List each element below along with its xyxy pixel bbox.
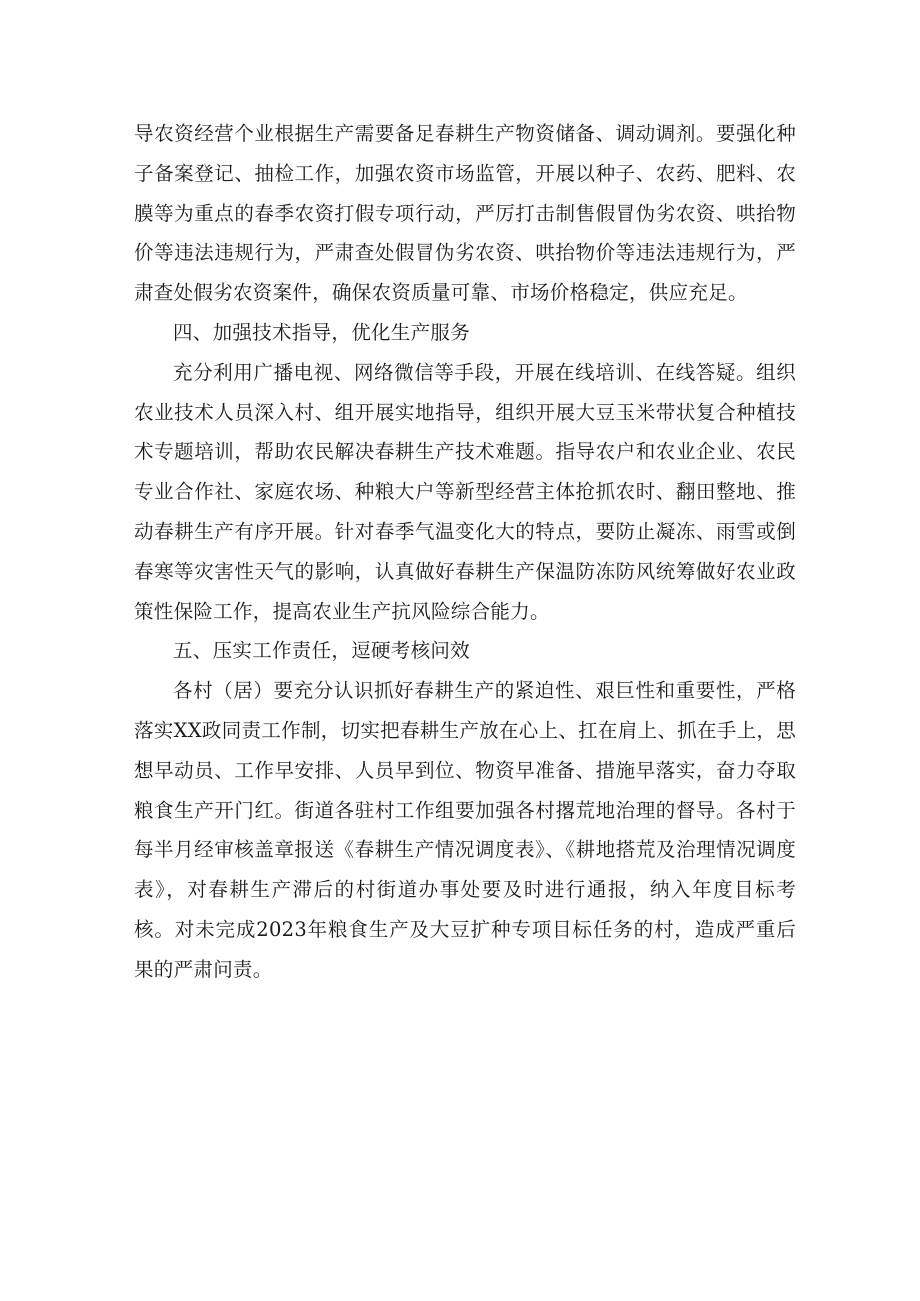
document-page	[134, 114, 796, 990]
section-heading-four: 四、加强技术指导，优化生产服务	[173, 320, 471, 344]
body-paragraph-continued: 导农资经营个业根据生产需要备足春耕生产物资储备、调动调剂。要强化种子备案登记、抽检工作，加强农资市场监管，开展以种子、农药、肥料、农膜等为重点的春季农资打假专项行动，严厉打击制售假冒伪劣农资、哄抬物价等违法违规行为，严肃查处假冒伪劣农资、哄抬物价等违法违规行为，严肃查处假劣农资案件，确保农资质量可靠、市场价格稳定，供应充足。	[134, 122, 796, 305]
body-paragraph: 充分利用广播电视、网络微信等手段，开展在线培训、在线答疑。组织农业技术人员深入村、组开展实地指导，组织开展大豆玉米带状复合种植技术专题培训，帮助农民解决春耕生产技术难题。指导农户和农业企业、农民专业合作社、家庭农场、种粮大户等新型经营主体抢抓农时、翻田整地、推动春耕生产有序开展。针对春季气温变化大的特点，要防止凝冻、雨雪或倒春寒等灾害性天气的影响，认真做好春耕生产保温防冻防风统筹做好农业政策性保险工作，提高农业生产抗风险综合能力。	[134, 360, 796, 623]
body-paragraph: 各村（居）要充分认识抓好春耕生产的紧迫性、艰巨性和重要性，严格落实XX政同责工作制，切实把春耕生产放在心上、扛在肩上、抓在手上，思想早动员、工作早安排、人员早到位、物资早准备、措施早落实，奋力夺取粮食生产开门红。街道各驻村工作组要加强各村撂荒地治理的督导。各村于每半月经审核盖章报送《春耕生产情况调度表》、《耕地搭荒及治理情况调度表》，对春耕生产滞后的村街道办事处要及时进行通报，纳入年度目标考核。对未完成2023年粮食生产及大豆扩种专项目标任务的村，造成严重后果的严肃问责。	[134, 679, 796, 981]
section-heading-five: 五、压实工作责任，逗硬考核问效	[173, 639, 471, 663]
